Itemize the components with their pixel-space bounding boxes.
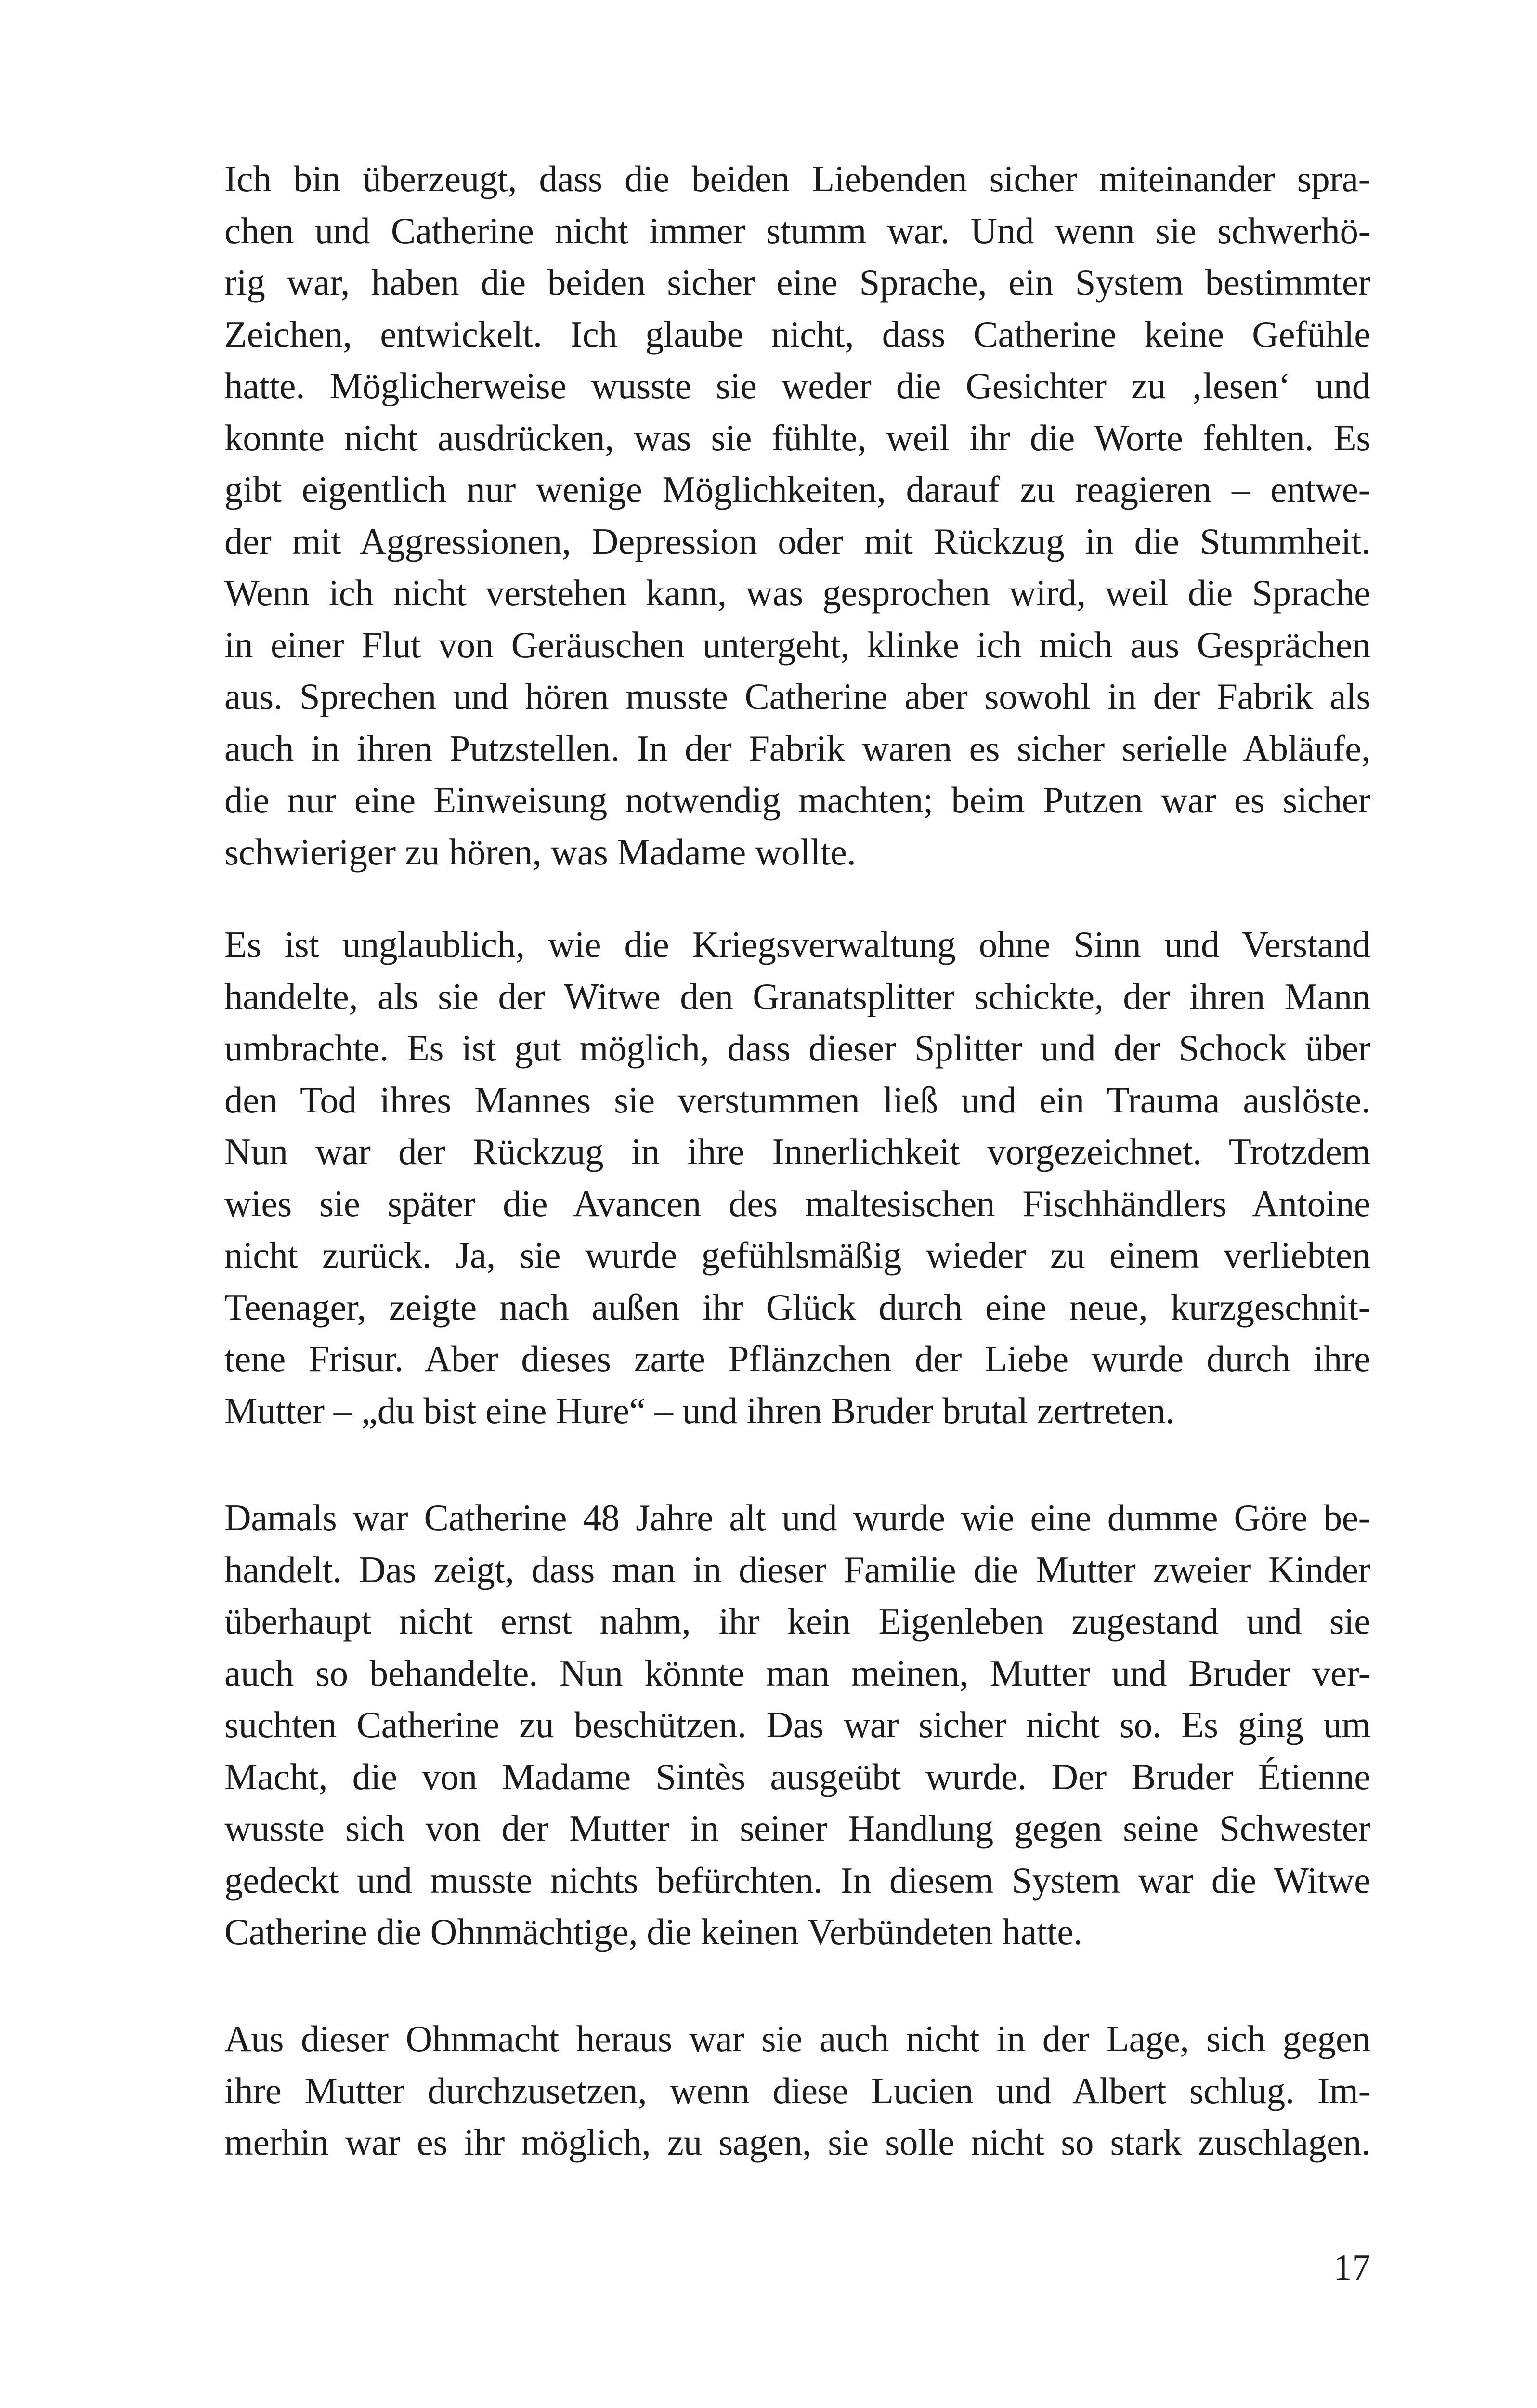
text-line: schwieriger zu hören, was Madame wollte.	[224, 831, 856, 873]
text-line: überhaupt nicht ernst nahm, ihr kein Eigenleben zugestand und sie	[224, 1600, 1370, 1642]
text-line: Nun war der Rückzug in ihre Innerlichkeit vorgezeichnet. Trotzdem	[224, 1131, 1370, 1172]
text-line: merhin war es ihr möglich, zu sagen, sie solle nicht so stark zuschlagen.	[224, 2121, 1370, 2163]
text-line: nicht zurück. Ja, sie wurde gefühlsmäßig wieder zu einem verliebten	[224, 1234, 1370, 1276]
text-line: umbrachte. Es ist gut möglich, dass dieser Splitter und der Schock über	[224, 1027, 1370, 1069]
text-line: wusste sich von der Mutter in seiner Handlung gegen seine Schwester	[224, 1807, 1370, 1849]
paragraph-1	[224, 153, 1370, 878]
text-line: suchten Catherine zu beschützen. Das war sicher nicht so. Es ging um	[224, 1704, 1370, 1745]
text-line: Aus dieser Ohnmacht heraus war sie auch nicht in der Lage, sich gegen	[224, 2018, 1370, 2059]
text-line: den Tod ihres Mannes sie verstummen ließ und ein Trauma auslöste.	[224, 1079, 1370, 1121]
page-number: 17	[1333, 2247, 1370, 2288]
text-line: Macht, die von Madame Sintès ausgeübt wurde. Der Bruder Étienne	[224, 1755, 1370, 1797]
text-line: Es ist unglaublich, wie die Kriegsverwaltung ohne Sinn und Verstand	[224, 924, 1370, 965]
text-line: handelt. Das zeigt, dass man in dieser Familie die Mutter zweier Kinder	[224, 1548, 1370, 1590]
text-line: auch in ihren Putzstellen. In der Fabrik waren es sicher serielle Abläufe,	[224, 727, 1370, 769]
text-line: handelte, als sie der Witwe den Granatsplitter schickte, der ihren Mann	[224, 975, 1370, 1017]
text-line: aus. Sprechen und hören musste Catherine aber sowohl in der Fabrik als	[224, 676, 1370, 717]
text-line: wies sie später die Avancen des maltesischen Fischhändlers Antoine	[224, 1182, 1370, 1224]
text-line: Damals war Catherine 48 Jahre alt und wurde wie eine dumme Göre be-	[224, 1497, 1370, 1538]
text-line: rig war, haben die beiden sicher eine Sprache, ein System bestimmter	[224, 262, 1370, 303]
text-line: Wenn ich nicht verstehen kann, was gesprochen wird, weil die Sprache	[224, 572, 1370, 614]
text-line: Teenager, zeigte nach außen ihr Glück durch eine neue, kurzgeschnit-	[224, 1286, 1370, 1328]
paragraph-3	[224, 1492, 1370, 1958]
text-line: gibt eigentlich nur wenige Möglichkeiten, darauf zu reagieren – entwe-	[224, 469, 1370, 510]
text-line: Catherine die Ohnmächtige, die keinen Verbündeten hatte.	[224, 1911, 1083, 1952]
text-line: der mit Aggressionen, Depression oder mit Rückzug in die Stummheit.	[224, 520, 1370, 562]
text-line: Ich bin überzeugt, dass die beiden Liebenden sicher miteinander spra-	[224, 158, 1370, 199]
text-line: Mutter – „du bist eine Hure“ – und ihren Bruder brutal zertreten.	[224, 1389, 1175, 1431]
text-line: in einer Flut von Geräuschen untergeht, klinke ich mich aus Gesprächen	[224, 624, 1370, 666]
text-line: Zeichen, entwickelt. Ich glaube nicht, dass Catherine keine Gefühle	[224, 313, 1370, 355]
text-line: tene Frisur. Aber dieses zarte Pflänzchen der Liebe wurde durch ihre	[224, 1338, 1370, 1379]
text-line: gedeckt und musste nichts befürchten. In diesem System war die Witwe	[224, 1859, 1370, 1901]
paragraph-2	[224, 919, 1370, 1437]
text-line: ihre Mutter durchzusetzen, wenn diese Lucien und Albert schlug. Im-	[224, 2069, 1370, 2111]
text-line: auch so behandelte. Nun könnte man meinen, Mutter und Bruder ver-	[224, 1652, 1370, 1694]
text-line: die nur eine Einweisung notwendig machten; beim Putzen war es sicher	[224, 779, 1370, 821]
text-line: hatte. Möglicherweise wusste sie weder die Gesichter zu ‚lesen‘ und	[224, 365, 1370, 406]
paragraph-4	[224, 2013, 1370, 2169]
text-line: chen und Catherine nicht immer stumm war. Und wenn sie schwerhö-	[224, 209, 1370, 251]
text-line: konnte nicht ausdrücken, was sie fühlte, weil ihr die Worte fehlten. Es	[224, 417, 1370, 458]
